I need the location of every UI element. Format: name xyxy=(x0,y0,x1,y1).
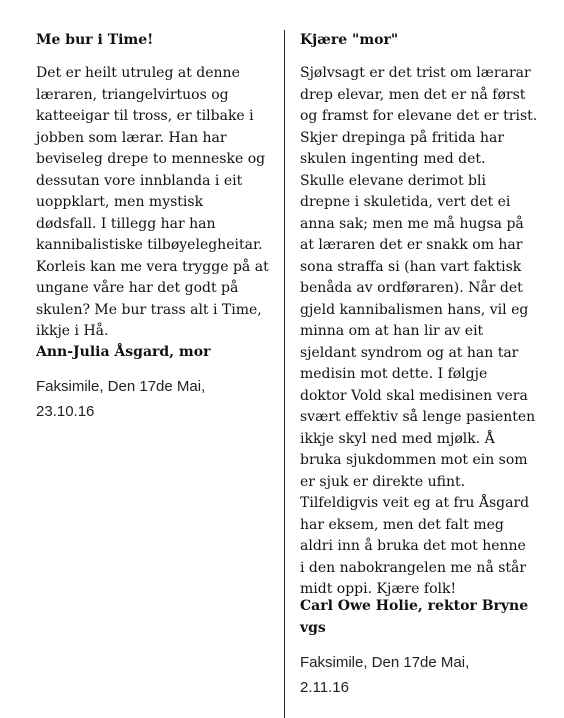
body-line: dessutan vore innblanda i eit xyxy=(36,172,243,189)
body-line: doktor Vold skal medisinen vera xyxy=(300,387,528,404)
body-line: skulen? Me bur trass alt i Time, xyxy=(36,301,262,318)
body-line: ungane våre har det godt på xyxy=(36,280,239,296)
body-line: dødsfall. I tillegg har han xyxy=(36,215,216,232)
body-line: læraren, triangelvirtuos og xyxy=(36,86,229,103)
source-line: 23.10.16 xyxy=(36,403,95,420)
body-line: minna om at han lir av eit xyxy=(300,323,484,339)
left-letter-source xyxy=(36,374,205,424)
body-line: drep elevar, men det er nå først xyxy=(300,86,526,103)
body-line: Sjølvsagt er det trist om lærarar xyxy=(300,65,531,81)
body-line: Det er heilt utruleg at denne xyxy=(36,65,240,81)
body-line: ikkje i Hå. xyxy=(36,323,109,339)
right-letter-source xyxy=(300,650,469,700)
body-line: Korleis kan me vera trygge på at xyxy=(36,258,269,275)
body-line: benåda av ordføraren). Når det xyxy=(300,280,523,296)
right-letter-author xyxy=(300,596,528,639)
body-line: skulen ingenting med det. xyxy=(300,151,486,167)
body-line: uoppklart, men mystisk xyxy=(36,194,204,210)
body-line: at læraren det er snakk om har xyxy=(300,237,523,253)
body-line: bruka sjukdommen mot ein som xyxy=(300,452,528,468)
body-line: Skulle elevane derimot bli xyxy=(300,172,486,189)
right-letter-body xyxy=(300,63,537,601)
body-line: jobben som lærar. Han har xyxy=(36,129,227,146)
body-line: ikkje skyl ned med mjølk. Å xyxy=(300,430,495,447)
left-letter-author xyxy=(36,342,210,364)
source-line: 2.11.16 xyxy=(300,679,349,696)
source-line: Faksimile, Den 17de Mai, xyxy=(36,378,206,395)
body-line: kannibalistiske tilbøyelegheitar. xyxy=(36,237,263,253)
body-line: i den nabokrangelen me nå står xyxy=(300,559,527,576)
body-line: sona straffa si (han vart faktisk xyxy=(300,258,522,275)
body-line: og framst for elevane det er trist. xyxy=(300,108,538,124)
body-line: sjeldant syndrom og at han tar xyxy=(300,344,519,361)
body-line: svært effektiv så lenge pasienten xyxy=(300,409,536,425)
body-line: har eksem, men det falt meg xyxy=(300,516,504,533)
body-line: Tilfeldigvis veit eg at fru Åsgard xyxy=(300,495,530,511)
left-letter-body xyxy=(36,63,269,343)
left-letter-title: Me bur i Time! xyxy=(36,32,154,48)
body-line: drepne i skuletida, vert det ei xyxy=(300,194,511,210)
author-line: Ann-Julia Åsgard, mor xyxy=(36,344,211,360)
author-line: Carl Owe Holie, rektor Bryne xyxy=(300,598,529,614)
body-line: Skjer drepinga på fritida har xyxy=(300,129,505,146)
author-line: vgs xyxy=(300,619,326,636)
body-line: er sjuk er direkte ufint. xyxy=(300,473,466,490)
body-line: medisin mot dette. I følgje xyxy=(300,366,488,382)
column-divider xyxy=(284,30,285,718)
body-line: beviseleg drepe to menneske og xyxy=(36,151,266,167)
body-line: anna sak; men me må hugsa på xyxy=(300,215,524,232)
body-line: gjeld kannibalismen hans, vil eg xyxy=(300,301,529,318)
source-line: Faksimile, Den 17de Mai, xyxy=(300,654,470,671)
right-letter-title: Kjære "mor" xyxy=(300,32,399,48)
body-line: katteeigar til tross, er tilbake i xyxy=(36,108,254,124)
body-line: aldri inn å bruka det mot henne xyxy=(300,538,526,554)
body-line: midt oppi. Kjære folk! xyxy=(300,581,457,597)
